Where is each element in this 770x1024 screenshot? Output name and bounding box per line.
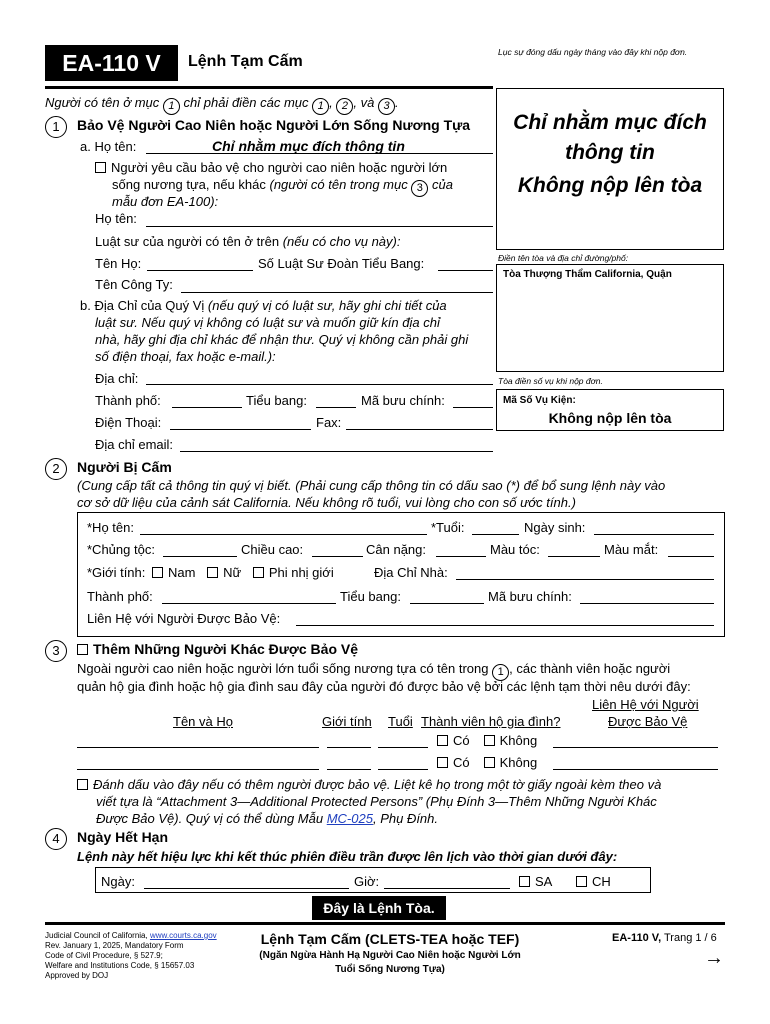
- weight-line[interactable]: [436, 543, 486, 557]
- exp-time-line[interactable]: [384, 875, 510, 889]
- attachment-checkbox[interactable]: [77, 779, 88, 790]
- firm-name-label: Tên Công Ty:: [95, 277, 173, 292]
- footer-ccp: Code of Civil Procedure, § 527.9;: [45, 951, 163, 960]
- state-label: Tiểu bang:: [246, 393, 307, 408]
- gender-row: *Giới tính: Nam Nữ Phi nhị giới: [87, 565, 334, 580]
- email-line[interactable]: [180, 438, 493, 452]
- requester-row-2: sống nương tựa, nếu khác (người có tên trong mục 3 của: [112, 177, 453, 197]
- section-3-checkbox[interactable]: [77, 644, 88, 655]
- case-number-note: Tòa điền số vụ khi nộp đơn.: [498, 376, 603, 386]
- bar-number-label: Số Luật Sư Đoàn Tiểu Bang:: [258, 256, 425, 271]
- form-title: Lệnh Tạm Cấm: [188, 53, 303, 70]
- dob-line[interactable]: [594, 521, 714, 535]
- zip-line[interactable]: [453, 394, 493, 408]
- am-checkbox[interactable]: [519, 876, 530, 887]
- section-2-title: Người Bị Cấm: [77, 459, 172, 475]
- city-label: Thành phố:: [95, 393, 161, 408]
- footer-rev: Rev. January 1, 2025, Mandatory Form: [45, 941, 184, 950]
- person-1-relation[interactable]: [553, 734, 718, 748]
- info-only-line3: Không nộp lên tòa: [517, 174, 703, 197]
- address-label: Địa chỉ:: [95, 371, 139, 386]
- pm-option: CH: [576, 874, 611, 889]
- address-line[interactable]: [146, 371, 493, 385]
- email-label: Địa chỉ email:: [95, 437, 174, 452]
- restrained-name-label: *Họ tên:: [87, 520, 134, 535]
- weight-label: Cân nặng:: [366, 542, 426, 557]
- address-heading: b. Địa Chỉ của Quý Vị (nếu quý vị có luật sư, hãy ghi chi tiết của: [80, 298, 447, 313]
- zip-label: Mã bưu chính:: [361, 393, 445, 408]
- hair-line[interactable]: [548, 543, 600, 557]
- fax-label: Fax:: [316, 415, 342, 430]
- intro-line: Người có tên ở mục 1 chỉ phải điền các mục 1 , 2 , và 3 .: [45, 95, 399, 115]
- footer-subtitle-2: Tuổi Sống Nương Tựa): [335, 964, 445, 975]
- address-note-4: số điện thoại, fax hoặc e-mail.):: [95, 349, 276, 364]
- fax-line[interactable]: [346, 416, 493, 430]
- r-city-line[interactable]: [162, 590, 336, 604]
- dob-label: Ngày sinh:: [524, 520, 586, 535]
- attachment-row-2: viết tựa là “Attachment 3—Additional Protected Persons” (Phụ Đính 3—Thêm Những Người Khác: [96, 794, 657, 809]
- phone-label: Điện Thoại:: [95, 415, 162, 430]
- restrained-name-line[interactable]: [140, 521, 427, 535]
- person-2-no-checkbox[interactable]: [484, 757, 495, 768]
- person-2-yes-checkbox[interactable]: [437, 757, 448, 768]
- section-1-title: Bảo Vệ Người Cao Niên hoặc Người Lớn Sống Nương Tựa: [77, 117, 471, 133]
- requester-checkbox[interactable]: [95, 162, 106, 173]
- bar-number-line[interactable]: [438, 257, 493, 271]
- requester-name-label: Họ tên:: [95, 211, 137, 226]
- section-ref-1c: 1: [492, 664, 509, 681]
- male-checkbox[interactable]: [152, 567, 163, 578]
- person-1-no-checkbox[interactable]: [484, 735, 495, 746]
- protected-name-label: a. Họ tên:: [80, 139, 137, 154]
- home-address-line[interactable]: [456, 566, 714, 580]
- court-name-box: [496, 264, 724, 372]
- case-number-label: Mã Số Vụ Kiện:: [503, 395, 576, 406]
- col-relation-header-2: Được Bảo Vệ: [608, 714, 688, 729]
- footer-doj: Approved by DOJ: [45, 971, 109, 980]
- address-note-3: nhà, hãy ghi địa chỉ khác để nhận thư. Quý vị không cần phải ghi: [95, 332, 469, 347]
- attachment-row-3: Được Bảo Vệ). Quý vị có thể dùng Mẫu MC-025, Phụ Đính.: [96, 811, 439, 826]
- race-line[interactable]: [163, 543, 237, 557]
- next-page-arrow-icon[interactable]: →: [704, 947, 724, 969]
- r-city-label: Thành phố:: [87, 589, 153, 604]
- footer-rule: [45, 922, 725, 925]
- person-1-gender[interactable]: [327, 734, 371, 748]
- attachment-row-1: Đánh dấu vào đây nếu có thêm người được bảo vệ. Liệt kê họ trong một tờ giấy ngoài kèm theo và: [77, 777, 661, 792]
- court-fill-note: Điền tên tòa và địa chỉ đường/phố:: [498, 253, 629, 263]
- footer-subtitle-1: (Ngăn Ngừa Hành Hạ Người Cao Niên hoặc Người Lớn: [259, 950, 521, 961]
- section-3-intro-1: Ngoài người cao niên hoặc người lớn tuổi sống nương tựa có tên trong 1 , các thành viên hoặc người: [77, 661, 670, 681]
- page-indicator: EA-110 V, Trang 1 / 6: [612, 932, 717, 944]
- pm-checkbox[interactable]: [576, 876, 587, 887]
- address-note-2: luật sư. Nếu quý vị không có luật sư và muốn giữ kín địa chỉ: [95, 315, 440, 330]
- female-checkbox[interactable]: [207, 567, 218, 578]
- lawyer-heading: Luật sư của người có tên ở trên (nếu có cho vụ này):: [95, 234, 401, 249]
- section-ref-1: 1: [163, 98, 180, 115]
- clerk-stamp-note: Lục sự đóng dấu ngày tháng vào đây khi nộp đơn.: [498, 47, 688, 57]
- nonbinary-checkbox[interactable]: [253, 567, 264, 578]
- section-2-number: 2: [45, 458, 67, 480]
- exp-date-line[interactable]: [144, 875, 349, 889]
- r-zip-label: Mã bưu chính:: [488, 589, 572, 604]
- eye-label: Màu mắt:: [604, 542, 659, 557]
- section-1-number: 1: [45, 116, 67, 138]
- courts-link[interactable]: www.courts.ca.gov: [149, 931, 217, 940]
- eye-line[interactable]: [668, 543, 714, 557]
- firm-name-line[interactable]: [181, 279, 493, 293]
- person-2-relation[interactable]: [553, 756, 718, 770]
- person-1-name[interactable]: [77, 734, 319, 748]
- height-label: Chiều cao:: [241, 542, 304, 557]
- section-3-number: 3: [45, 640, 67, 662]
- section-ref-3b: 3: [411, 180, 428, 197]
- person-1-member: Có Không: [437, 733, 537, 748]
- info-only-line2: thông tin: [565, 141, 655, 164]
- requester-row-1: Người yêu cầu bảo vệ cho người cao niên hoặc người lớn: [95, 160, 447, 175]
- requester-row-3: mẫu đơn EA-100):: [112, 194, 219, 209]
- col-age-header: Tuổi: [388, 714, 413, 729]
- exp-date-label: Ngày:: [101, 874, 135, 889]
- home-address-label: Địa Chỉ Nhà:: [374, 565, 448, 580]
- relationship-line[interactable]: [296, 612, 714, 626]
- court-order-banner: Đây là Lệnh Tòa.: [312, 896, 446, 920]
- person-2-gender[interactable]: [327, 756, 371, 770]
- exp-time-label: Giờ:: [354, 874, 380, 889]
- height-line[interactable]: [312, 543, 363, 557]
- info-only-line1: Chỉ nhằm mục đích: [513, 111, 707, 134]
- hair-label: Màu tóc:: [490, 542, 540, 557]
- section-2-note-1: (Cung cấp tất cả thông tin quý vị biết. (Phải cung cấp thông tin có dấu sao (*) để bổ sung lệnh này vào: [77, 478, 666, 493]
- lawyer-lastname-label: Tên Họ:: [95, 256, 142, 271]
- section-ref-2: 2: [336, 98, 353, 115]
- age-line[interactable]: [472, 521, 519, 535]
- case-number-value[interactable]: Không nộp lên tòa: [548, 410, 672, 426]
- am-option: SA: [519, 874, 552, 889]
- col-gender-header: Giới tính: [322, 714, 372, 729]
- section-3-intro-2: quản hộ gia đình hoặc hộ gia đình sau đây của người đó được bảo vệ bởi các lệnh tạm thời nêu dưới đây:: [77, 679, 691, 694]
- mc-025-link[interactable]: MC-025: [326, 811, 373, 826]
- protected-name-value: Chỉ nhằm mục đích thông tin: [212, 138, 405, 154]
- section-4-subtitle: Lệnh này hết hiệu lực khi kết thúc phiên điều trần được lên lịch vào thời gian dưới đây:: [77, 849, 618, 864]
- section-4-title: Ngày Hết Hạn: [77, 829, 169, 845]
- person-1-yes-checkbox[interactable]: [437, 735, 448, 746]
- person-2-age[interactable]: [378, 756, 428, 770]
- requester-name-line[interactable]: [146, 213, 493, 227]
- col-member-header: Thành viên hộ gia đình?: [421, 714, 561, 729]
- section-ref-1b: 1: [312, 98, 329, 115]
- state-line[interactable]: [316, 394, 356, 408]
- r-state-line[interactable]: [410, 590, 484, 604]
- phone-line[interactable]: [170, 416, 311, 430]
- footer-council: Judicial Council of California, www.courts.ca.gov: [45, 931, 217, 940]
- relationship-label: Liên Hệ với Người Được Bảo Vệ:: [87, 611, 281, 626]
- r-state-label: Tiểu bang:: [340, 589, 401, 604]
- court-name[interactable]: Tòa Thượng Thẩm California, Quận: [503, 269, 672, 280]
- section-ref-3: 3: [378, 98, 395, 115]
- city-line[interactable]: [172, 394, 242, 408]
- section-3-title: Thêm Những Người Khác Được Bảo Vệ: [77, 641, 358, 657]
- section-2-note-2: cơ sở dữ liệu của cảnh sát California. Nếu không rõ tuổi, vui lòng cho con số ước tính.): [77, 495, 576, 510]
- age-label: *Tuổi:: [431, 520, 465, 535]
- person-2-name[interactable]: [77, 756, 319, 770]
- section-4-number: 4: [45, 828, 67, 850]
- r-zip-line[interactable]: [580, 590, 714, 604]
- col-name-header: Tên và Họ: [173, 714, 233, 729]
- footer-title: Lệnh Tạm Cấm (CLETS-TEA hoặc TEF): [260, 931, 520, 947]
- person-1-age[interactable]: [378, 734, 428, 748]
- footer-wic: Welfare and Institutions Code, § 15657.03: [45, 961, 195, 970]
- lawyer-lastname-line[interactable]: [147, 257, 253, 271]
- header-rule: [45, 86, 493, 89]
- col-relation-header-1: Liên Hệ với Người: [592, 697, 699, 712]
- person-2-member: Có Không: [437, 755, 537, 770]
- form-id-box: EA-110 V: [45, 45, 178, 81]
- race-label: *Chủng tộc:: [87, 542, 155, 557]
